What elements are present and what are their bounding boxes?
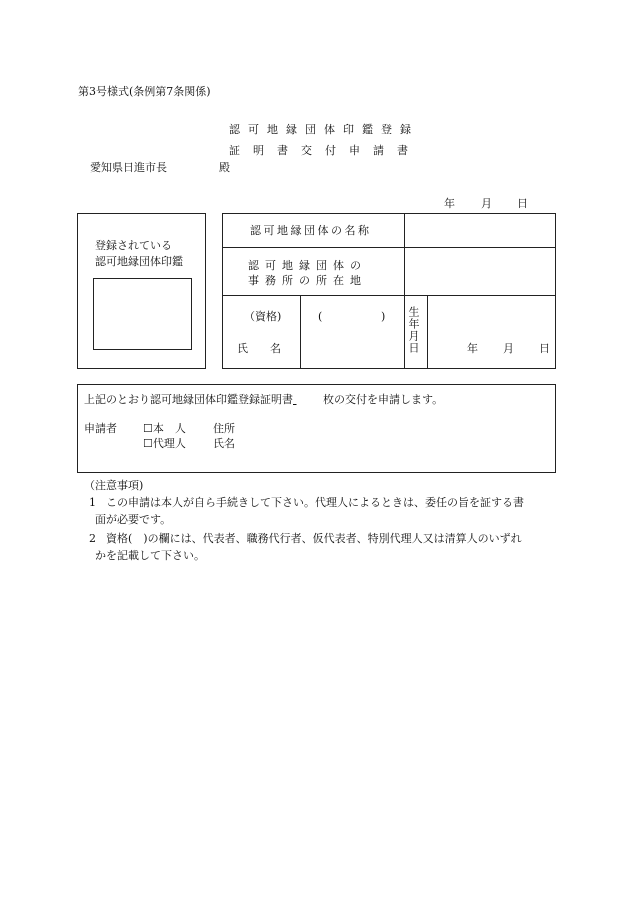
qualification-field[interactable] xyxy=(324,307,378,325)
table-divider xyxy=(404,295,405,369)
applicant-self-checkbox[interactable]: ☐本 人 xyxy=(143,422,186,435)
title-line-2: 証明書交付申請書 xyxy=(229,144,421,157)
request-statement xyxy=(84,394,443,405)
title-line-1: 認可地縁団体印鑑登録 xyxy=(229,123,419,136)
qualification-paren-open: ( xyxy=(318,310,323,323)
applicant-name-field[interactable] xyxy=(240,436,550,451)
notes-heading: （注意事項) xyxy=(84,479,144,492)
form-id: 第3号様式(条例第7条関係) xyxy=(78,85,211,98)
office-label-line-2: 事務所の所在地 xyxy=(248,274,367,287)
note-2-line-1: 資格( )の欄には、代表者、職務代行者、仮代表者、特別代理人又は清算人のいずれ xyxy=(106,532,522,545)
note-1-line-1: この申請は本人が自ら手続きして下さい。代理人によるときは、委任の旨を証する書 xyxy=(106,496,524,509)
qualification-label: （資格) xyxy=(244,310,282,323)
applicant-agent-checkbox[interactable]: ☐代理人 xyxy=(143,437,186,450)
person-name-field[interactable] xyxy=(301,330,404,368)
request-count-suffix: 枚 xyxy=(323,393,334,406)
office-address-field[interactable] xyxy=(405,248,555,295)
seal-label-line-1: 登録されている xyxy=(95,239,172,252)
person-name-label: 氏 名 xyxy=(237,342,281,355)
birthdate-label: 生年月日 xyxy=(407,306,420,354)
applicant-address-label: 住所 xyxy=(213,422,235,435)
request-text-after: の交付を申請します。 xyxy=(334,393,444,406)
office-label-line-1: 認可地縁団体の xyxy=(248,259,367,272)
date-month: 月 xyxy=(481,197,492,210)
applicant-label: 申請者 xyxy=(84,422,117,435)
birth-day-label: 日 xyxy=(539,342,550,355)
group-name-field[interactable] xyxy=(405,214,555,247)
birth-year-label: 年 xyxy=(467,342,478,355)
date-day: 日 xyxy=(517,197,528,210)
copy-count-field[interactable] xyxy=(293,394,323,405)
group-name-label: 認可地縁団体の名称 xyxy=(250,224,372,237)
addressee-honorific: 殿 xyxy=(219,161,230,174)
applicant-address-field[interactable] xyxy=(240,420,550,435)
seal-label-line-2: 認可地縁団体印鑑 xyxy=(95,255,183,268)
qualification-paren-close: ) xyxy=(381,310,386,323)
date-year: 年 xyxy=(444,197,455,210)
seal-impression-box[interactable] xyxy=(93,278,192,350)
note-1-number: 1 xyxy=(89,496,96,509)
note-2-number: 2 xyxy=(89,532,96,545)
note-2-line-2: かを記載して下さい。 xyxy=(95,549,205,562)
note-1-line-2: 面が必要です。 xyxy=(95,513,172,526)
applicant-name-label: 氏名 xyxy=(213,437,235,450)
birth-month-label: 月 xyxy=(503,342,514,355)
request-text-before: 上記のとおり認可地縁団体印鑑登録証明書 xyxy=(84,393,293,406)
addressee: 愛知県日進市長 xyxy=(90,161,167,174)
birthdate-field[interactable] xyxy=(428,296,555,368)
